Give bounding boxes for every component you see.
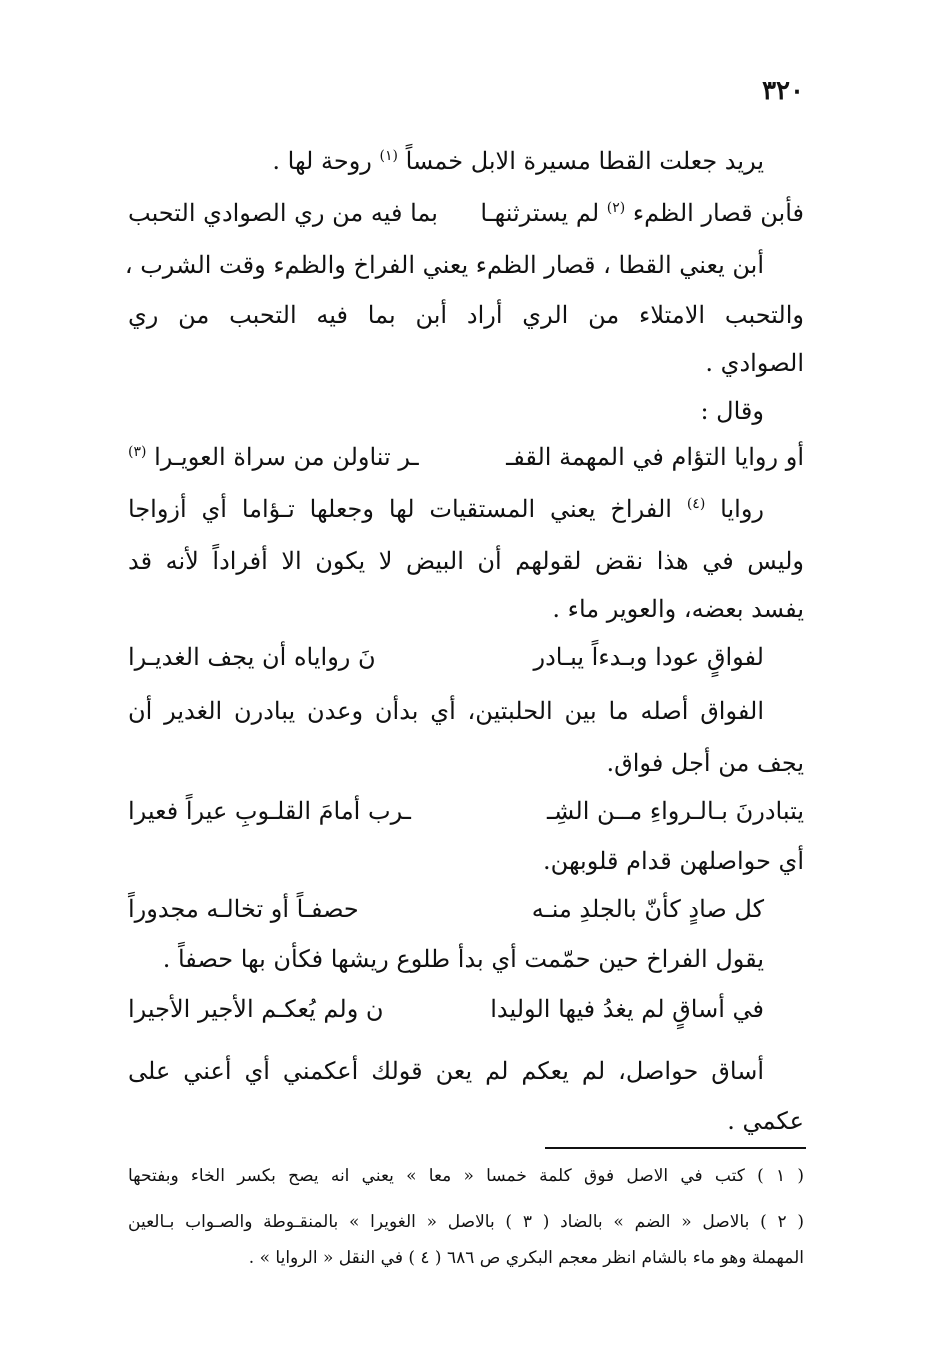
- verse-hemistich-first: أو روايا التؤام في المهمة القفـ: [506, 443, 804, 471]
- prose-line: أبن يعني القطا ، قصار الظمء يعني الفراخ والظمء وقت الشرب ،: [124, 251, 764, 279]
- footnote-marker: (٢): [606, 200, 626, 216]
- verse-line: [128, 994, 764, 1028]
- prose-line: الفواق أصله ما بين الحلبتين، أي بدأن وعدن يبادرن الغدير أن: [128, 697, 764, 725]
- footnote-line: المهملة وهو ماء بالشام انظر معجم البكري ص ٦٨٦ ( ٤ ) في النقل « الروايا » .: [248, 1248, 804, 1268]
- verse-hemistich-second: بما فيه من ري الصوادي التحبب: [128, 199, 438, 227]
- verse-hemistich-second: ـر تناولن من سراة العويـرا $^{(٣)}$: [128, 443, 419, 471]
- verse-hemistich-first: يتبادرنَ بـالـرواءِ مــن الشِـ: [546, 797, 804, 825]
- verse-hemistich-second: ـرب أمامَ القلـوبِ عيراً فعيرا: [128, 797, 411, 825]
- footnote-marker: (١): [379, 148, 398, 164]
- prose-line: عكمي .: [727, 1107, 804, 1135]
- footnote-line: ( ١ ) كتب في الاصل فوق كلمة خمسا « معا » يعني انه يصح بكسر الخاء وبفتحها: [128, 1166, 804, 1186]
- prose-line: الصوادي .: [705, 349, 804, 377]
- prose-line: أي حواصلهن قدام قلوبهن.: [543, 847, 804, 875]
- footnote-separator: [545, 1147, 806, 1149]
- footnote-marker: (٤): [686, 496, 706, 512]
- footnote-marker: (٣): [128, 444, 147, 460]
- prose-line: روايا $^{(٤)}$ الفراخ يعني المستقيات لها وجعلها تـؤاما أي أزواجا: [128, 495, 764, 523]
- prose-line: والتحبب الامتلاء من الري أراد أبن بما فيه التحبب من ري: [128, 301, 804, 329]
- verse-hemistich-first: كل صادٍ كأنّ بالجلدِ منـه: [531, 895, 764, 923]
- prose-line: يريد جعلت القطا مسيرة الابل خمساً $^{(١)}$ روحة لها .: [272, 147, 764, 175]
- prose-line: أساق حواصل، لم يعكم لم يعن قولك أعكمني أي أعني على: [128, 1057, 765, 1085]
- verse-line: [128, 894, 764, 928]
- verse-hemistich-first: لفواقٍ عودا وبـدءاً يبـادر: [533, 643, 764, 671]
- prose-line: وقال :: [700, 397, 764, 425]
- verse-hemistich-second: ن ولم يُعكـم الأجير الأجيرا: [128, 995, 384, 1023]
- verse-hemistich-second: نَ رواياه أن يجف الغديـرا: [128, 643, 376, 671]
- verse-line: [128, 796, 804, 830]
- prose-line: يفسد بعضه، والعوير ماء .: [552, 595, 804, 623]
- prose-line: وليس في هذا نقض لقولهم أن البيض لا يكون الا أفراداً لأنه قد: [128, 547, 804, 575]
- prose-line: يجف من أجل فواق.: [606, 749, 804, 777]
- footnote-line: ( ٢ ) بالاصل « الضم » بالضاد ( ٣ ) بالاصل « الغويرا » بالمنقـوطة والصـواب بـالعين: [128, 1212, 804, 1232]
- verse-hemistich-first: فأبن قصار الظمء $^{(٢)}$ لم يسترثنهـا: [480, 199, 804, 227]
- verse-line: [128, 198, 804, 232]
- verse-line: [128, 642, 764, 676]
- prose-line: يقول الفراخ حين حمّمت أي بدأ طلوع ريشها فكأن بها حصفاً .: [162, 945, 764, 973]
- verse-hemistich-second: حصفـاً أو تخالـه مجدوراً: [128, 895, 359, 923]
- verse-line: [128, 442, 804, 476]
- verse-hemistich-first: في أساقٍ لم يغدُ فيها الوليدا: [490, 995, 764, 1023]
- page-number: ٣٢٠: [762, 76, 804, 106]
